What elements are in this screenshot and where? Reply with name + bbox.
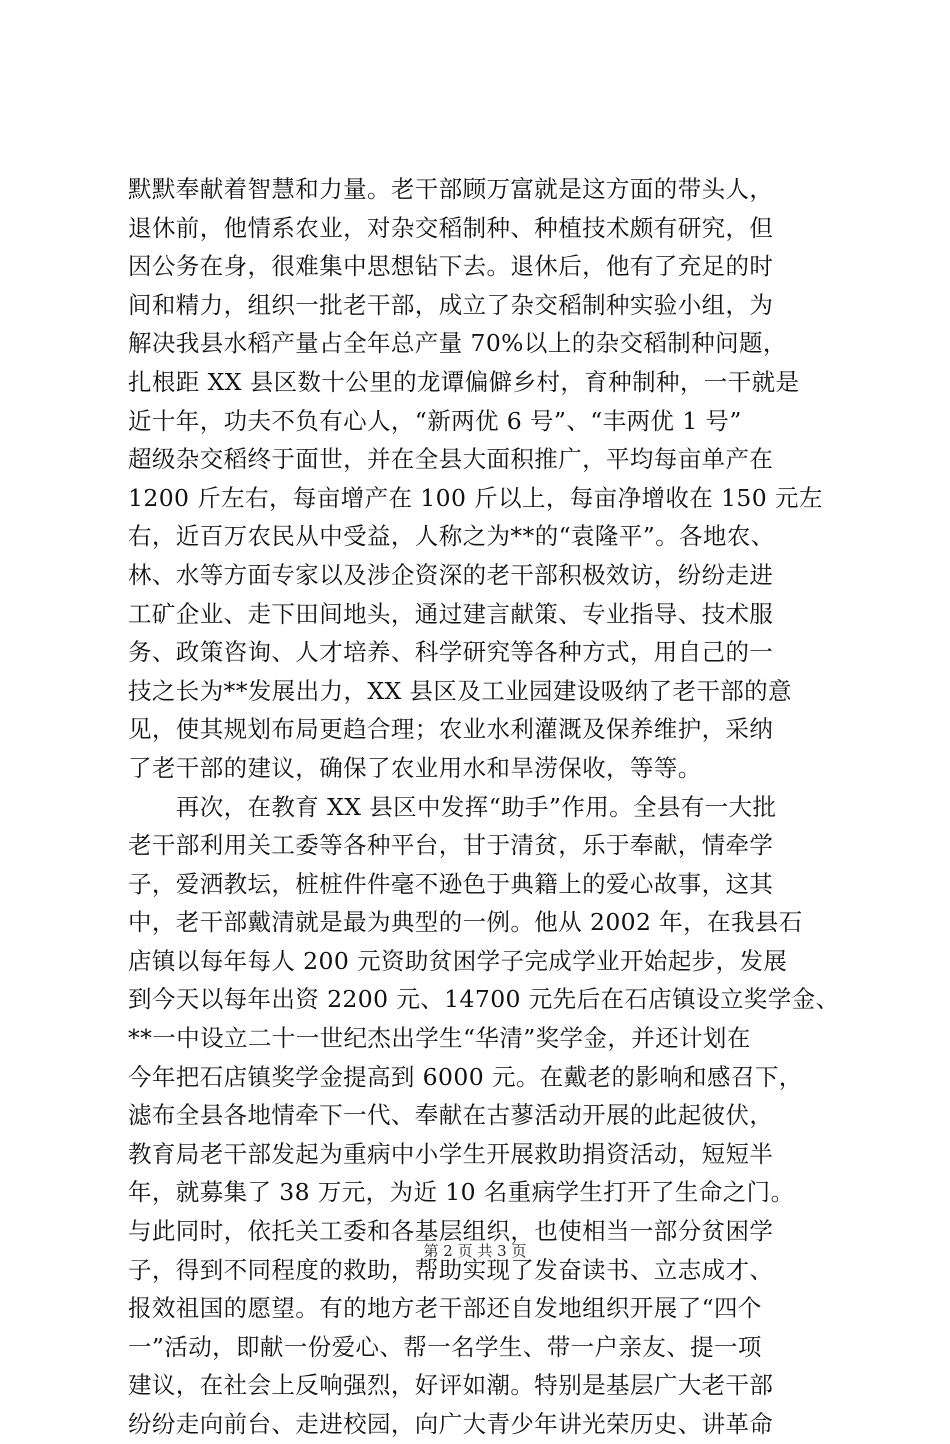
text-line: 报效祖国的愿望。有的地方老干部还自发地组织开展了“四个 bbox=[128, 1294, 762, 1323]
text-line: 右，近百万农民从中受益，人称之为**的“袁隆平”。各地农、 bbox=[128, 522, 775, 551]
text-line: 退休前，他情系农业，对杂交稻制种、种植技术颇有研究，但 bbox=[128, 213, 774, 242]
text-line: 今年把石店镇奖学金提高到 6000 元。在戴老的影响和感召下， bbox=[128, 1062, 803, 1091]
text-line: 到今天以每年出资 2200 元、14700 元先后在石店镇设立奖学金、 bbox=[128, 985, 840, 1014]
text-line: 与此同时，依托关工委和各基层组织，也使相当一部分贫困学 bbox=[128, 1217, 774, 1246]
text-line: 务、政策咨询、人才培养、科学研究等各种方式，用自己的一 bbox=[128, 638, 774, 667]
text-line: 工矿企业、走下田间地头，通过建言献策、专业指导、技术服 bbox=[128, 599, 774, 628]
text-line: 老干部利用关工委等各种平台，甘于清贫，乐于奉献，情牵学 bbox=[128, 831, 774, 860]
text-line: 解决我县水稻产量占全年总产量 70%以上的杂交稻制种问题， bbox=[128, 329, 787, 358]
paragraph-start-line: 再次，在教育 XX 县区中发挥“助手”作用。全县有一大批 bbox=[128, 792, 777, 821]
text-line: 因公务在身，很难集中思想钻下去。退休后，他有了充足的时 bbox=[128, 252, 774, 281]
page-number-footer: 第 2 页 共 3 页 bbox=[423, 1242, 527, 1260]
text-line: 间和精力，组织一批老干部，成立了杂交稻制种实验小组，为 bbox=[128, 290, 774, 319]
text-line: 了老干部的建议，确保了农业用水和旱涝保收，等等。 bbox=[128, 753, 702, 782]
text-line: 建议，在社会上反响强烈，好评如潮。特别是基层广大老干部 bbox=[128, 1371, 774, 1400]
text-line: 扎根距 XX 县区数十公里的龙谭偏僻乡村，育种制种，一干就是 bbox=[128, 367, 800, 396]
text-line: 近十年，功夫不负有心人，“新两优 6 号”、“丰两优 1 号” bbox=[128, 406, 742, 435]
text-line: **一中设立二十一世纪杰出学生“华清”奖学金，并还计划在 bbox=[128, 1024, 751, 1053]
text-line: 见，使其规划布局更趋合理；农业水利灌溉及保养维护，采纳 bbox=[128, 715, 774, 744]
text-line: 中，老干部戴清就是最为典型的一例。他从 2002 年，在我县石 bbox=[128, 908, 803, 937]
text-line: 技之长为**发展出力，XX 县区及工业园建设吸纳了老干部的意 bbox=[128, 676, 792, 705]
text-line: 滤布全县各地情牵下一代、奉献在古蓼活动开展的此起彼伏， bbox=[128, 1101, 774, 1130]
text-line: 林、水等方面专家以及涉企资深的老干部积极效访，纷纷走进 bbox=[128, 560, 774, 589]
text-line: 默默奉献着智慧和力量。老干部顾万富就是这方面的带头人， bbox=[128, 175, 774, 203]
text-line: 年，就募集了 38 万元，为近 10 名重病学生打开了生命之门。 bbox=[128, 1178, 795, 1207]
text-line: 1200 斤左右，每亩增产在 100 斤以上，每亩净增收在 150 元左 bbox=[128, 483, 823, 512]
text-line: 子，爱洒教坛，桩桩件件毫不逊色于典籍上的爱心故事，这其 bbox=[128, 869, 774, 898]
text-line: 一”活动，即献一份爱心、帮一名学生、带一户亲友、提一项 bbox=[128, 1332, 762, 1361]
text-line: 纷纷走向前台、走进校园，向广大青少年讲光荣历史、讲革命 bbox=[128, 1410, 774, 1438]
text-line: 店镇以每年每人 200 元资助贫困学子完成学业开始起步，发展 bbox=[128, 946, 788, 975]
text-line: 教育局老干部发起为重病中小学生开展救助捐资活动，短短半 bbox=[128, 1139, 774, 1168]
text-line: 超级杂交稻终于面世，并在全县大面积推广，平均每亩单产在 bbox=[128, 445, 774, 474]
text-line: 子，得到不同程度的救助，帮助实现了发奋读书、立志成才、 bbox=[128, 1255, 774, 1284]
